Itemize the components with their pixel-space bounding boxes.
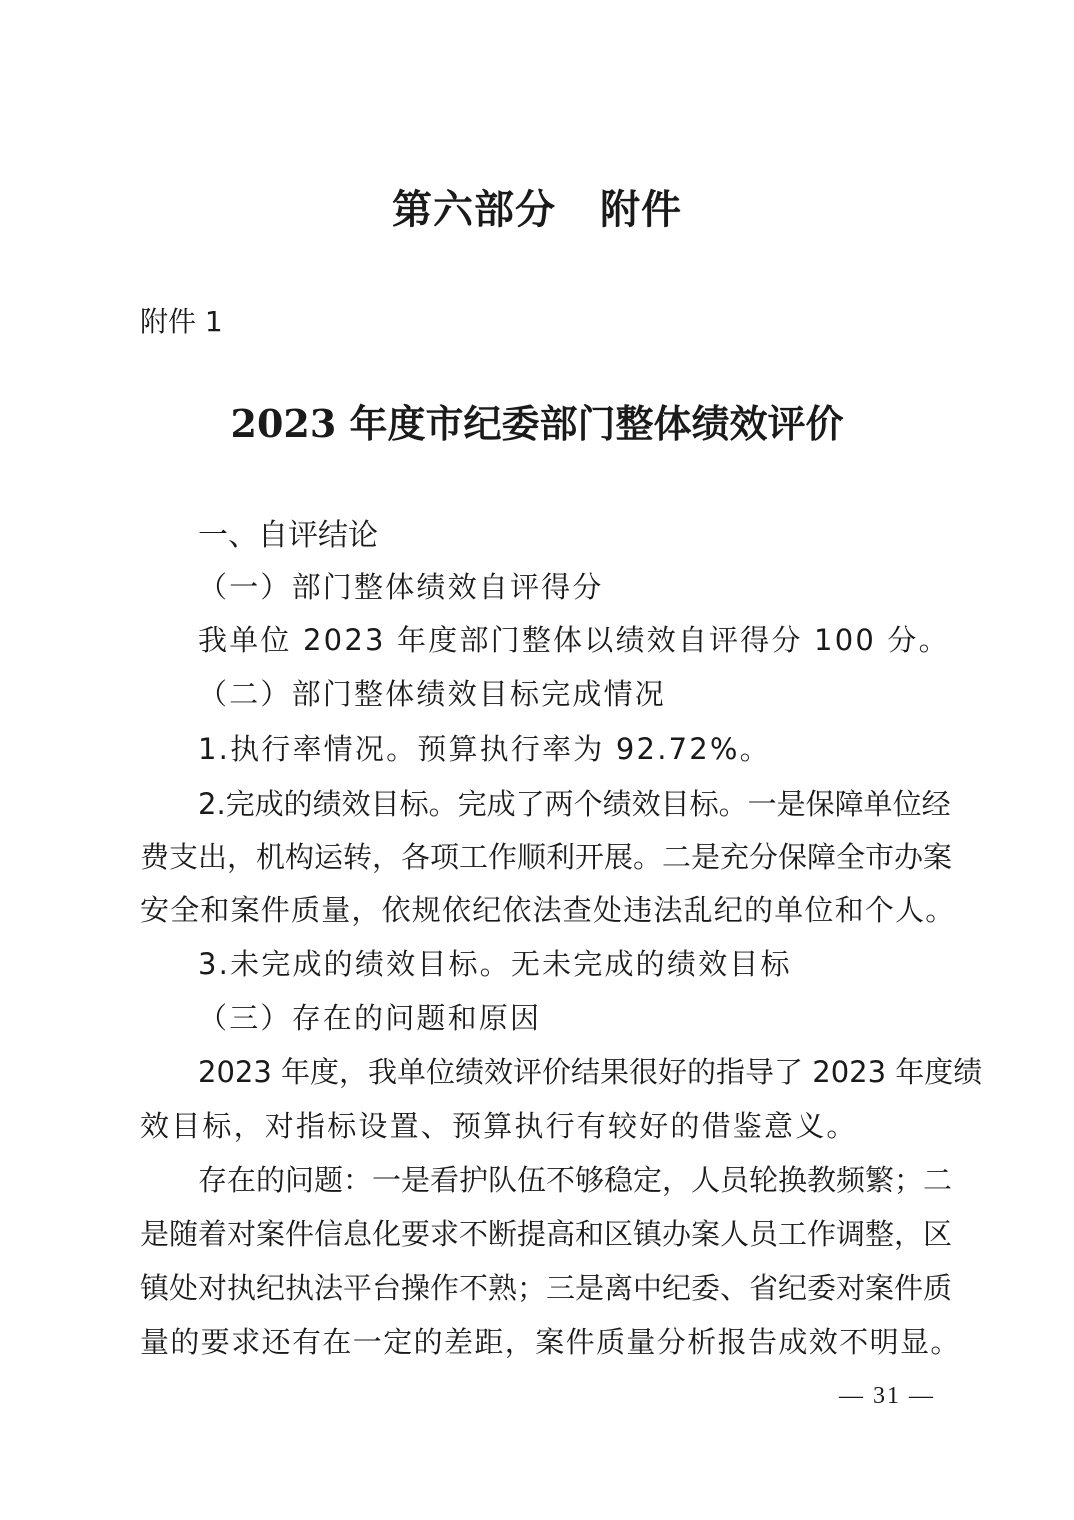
subsection-heading-problems: （三）存在的问题和原因: [198, 1001, 542, 1035]
problems-para2-line-4: 量的要求还有在一定的差距，案件质量分析报告成效不明显。: [140, 1325, 961, 1359]
goal-item-completed-line-2: 费支出，机构运转，各项工作顺利开展。二是充分保障全市办案: [140, 840, 953, 874]
part-name: 附件: [600, 186, 682, 233]
part-title: [0, 178, 1074, 235]
goal-item-completed-line-1: 2.完成的绩效目标。完成了两个绩效目标。一是保障单位经: [198, 787, 951, 821]
page-number: — 31 —: [839, 1383, 935, 1409]
problems-para2-line-2: 是随着对案件信息化要求不断提高和区镇办案人员工作调整，区: [140, 1217, 953, 1251]
document-title: 2023 年度市纪委部门整体绩效评价: [230, 401, 844, 446]
problems-para2-line-3: 镇处对执纪执法平台操作不熟；三是离中纪委、省纪委对案件质: [140, 1271, 953, 1305]
problems-para1-line-1: 2023 年度，我单位绩效评价结果很好的指导了 2023 年度绩: [198, 1055, 983, 1089]
score-text: 我单位 2023 年度部门整体以绩效自评得分 100 分。: [198, 623, 950, 657]
problems-para1-line-2: 效目标，对指标设置、预算执行有较好的借鉴意义。: [140, 1109, 858, 1143]
section-heading-conclusion: 一、自评结论: [198, 518, 378, 553]
problems-para2-line-1: 存在的问题：一是看护队伍不够稳定，人员轮换教频繁；二: [198, 1163, 953, 1197]
goal-item-uncompleted: 3.未完成的绩效目标。无未完成的绩效目标: [198, 947, 792, 981]
subsection-heading-score: （一）部门整体绩效自评得分: [198, 570, 604, 604]
goal-item-execution-rate: 1.执行率情况。预算执行率为 92.72%。: [198, 732, 771, 766]
subsection-heading-goals: （二）部门整体绩效目标完成情况: [198, 677, 667, 711]
attachment-label: 附件 1: [140, 305, 223, 338]
goal-item-completed-line-3: 安全和案件质量，依规依纪依法查处违法乱纪的单位和个人。: [140, 893, 956, 927]
part-number: 第六部分: [392, 186, 556, 233]
